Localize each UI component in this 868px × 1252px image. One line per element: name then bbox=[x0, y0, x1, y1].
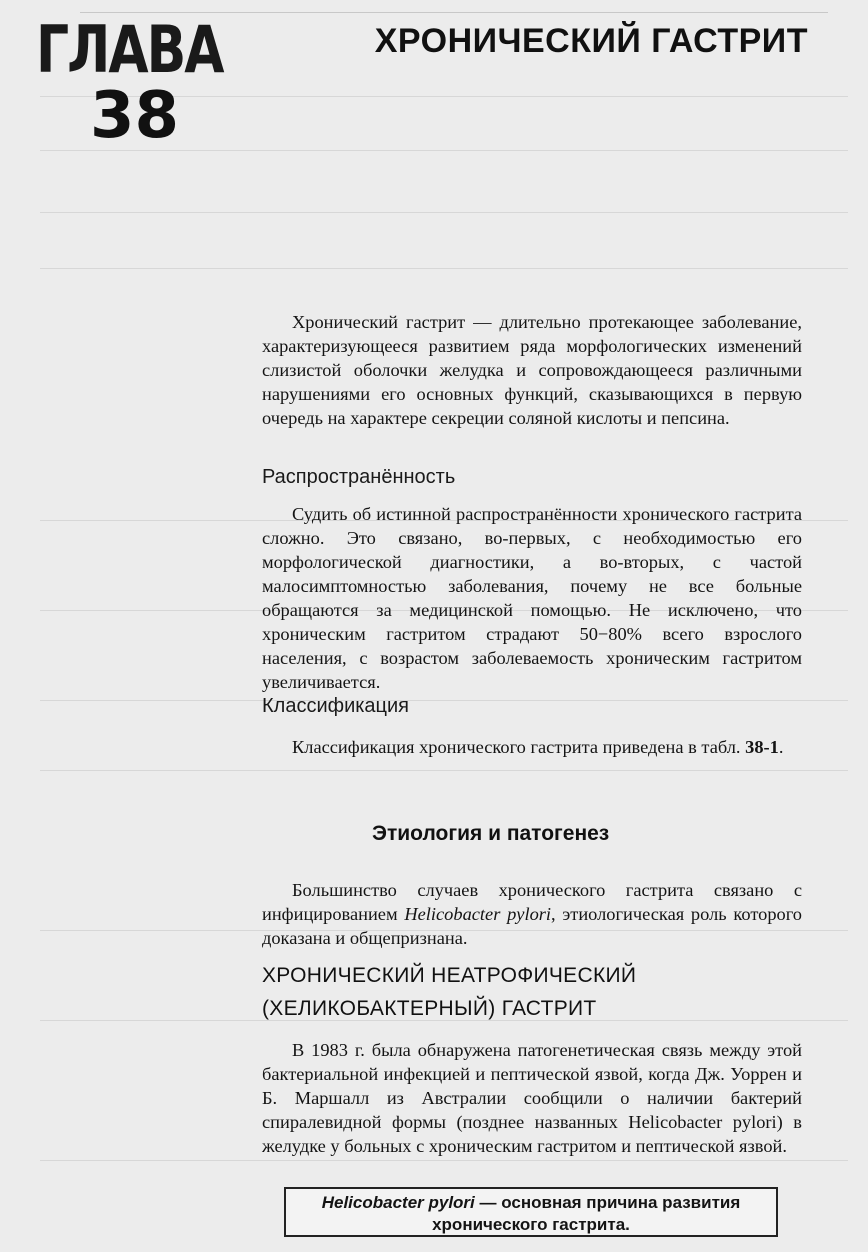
callout-line1-rest: — основная причина развития bbox=[474, 1193, 741, 1212]
bleed-through-line bbox=[40, 700, 848, 701]
classification-paragraph bbox=[262, 735, 802, 759]
etiology-text-end: , этиологическая роль которого доказана и общепризнана. bbox=[262, 904, 803, 948]
nonatrophic-section bbox=[262, 1038, 802, 1158]
key-point-callout bbox=[284, 1187, 778, 1237]
intro-paragraph: Хронический гастрит — длительно протекающее заболевание, характеризующееся развитием ряда морфологических изменений слизистой оболочки желудка и сопровождающееся различными нарушениями его основных функций, сказывающихся в первую очередь на характере секреции соляной кислоты и пепсина. bbox=[262, 312, 802, 428]
intro-section bbox=[262, 310, 802, 430]
bleed-through-line bbox=[40, 268, 848, 269]
chapter-title: ХРОНИЧЕСКИЙ ГАСТРИТ bbox=[374, 22, 808, 60]
chapter-number: 38 bbox=[90, 79, 180, 153]
bleed-through-line bbox=[40, 212, 848, 213]
classification-section bbox=[262, 735, 802, 759]
classification-text-end: . bbox=[778, 737, 784, 757]
prevalence-heading: Распространённость bbox=[262, 466, 456, 488]
classification-text: Классификация хронического гастрита приведена в табл. bbox=[292, 737, 746, 757]
table-reference: 38-1 bbox=[745, 737, 779, 757]
callout-line1 bbox=[286, 1192, 776, 1214]
prevalence-section bbox=[262, 502, 802, 694]
organism-name: Helicobacter pylori bbox=[404, 904, 552, 924]
page-header-strip bbox=[80, 0, 828, 13]
etiology-section bbox=[262, 878, 802, 950]
callout-line2: хронического гастрита. bbox=[432, 1215, 630, 1234]
nonatrophic-heading-line2: (ХЕЛИКОБАКТЕРНЫЙ) ГАСТРИТ bbox=[262, 997, 597, 1020]
etiology-text: Большинство случаев хронического гастрита связано с инфицированием bbox=[262, 880, 802, 924]
prevalence-paragraph: Судить об истинной распространённости хронического гастрита сложно. Это связано, во-первых, с необходимостью его морфологической диагностики, а во-вторых, с частой малосимптомностью заболевания, почему не все больные обращаются за медицинской помощью. Не исключено, что хроническим гастритом страдают 50−80% всего взрослого населения, с возрастом заболеваемость хроническим гастритом увеличивается. bbox=[262, 504, 802, 692]
bleed-through-line bbox=[40, 1160, 848, 1161]
etiology-paragraph bbox=[262, 878, 802, 950]
chapter-label: ГЛАВА bbox=[36, 13, 223, 88]
nonatrophic-paragraph: В 1983 г. была обнаружена патогенетическая связь между этой бактериальной инфекцией и пептической язвой, когда Дж. Уоррен и Б. Маршалл из Австралии сообщили о наличии бактерий спиралевидной формы (позднее названных Helicobacter pylori) в желудке у больных с хроническим гастритом и пептической язвой. bbox=[262, 1040, 802, 1156]
nonatrophic-heading-line1: ХРОНИЧЕСКИЙ НЕАТРОФИЧЕСКИЙ bbox=[262, 964, 637, 987]
callout-organism: Helicobacter pylori bbox=[321, 1193, 475, 1212]
etiology-heading: Этиология и патогенез bbox=[372, 822, 610, 845]
bleed-through-line bbox=[40, 770, 848, 771]
classification-heading: Классификация bbox=[262, 695, 410, 717]
